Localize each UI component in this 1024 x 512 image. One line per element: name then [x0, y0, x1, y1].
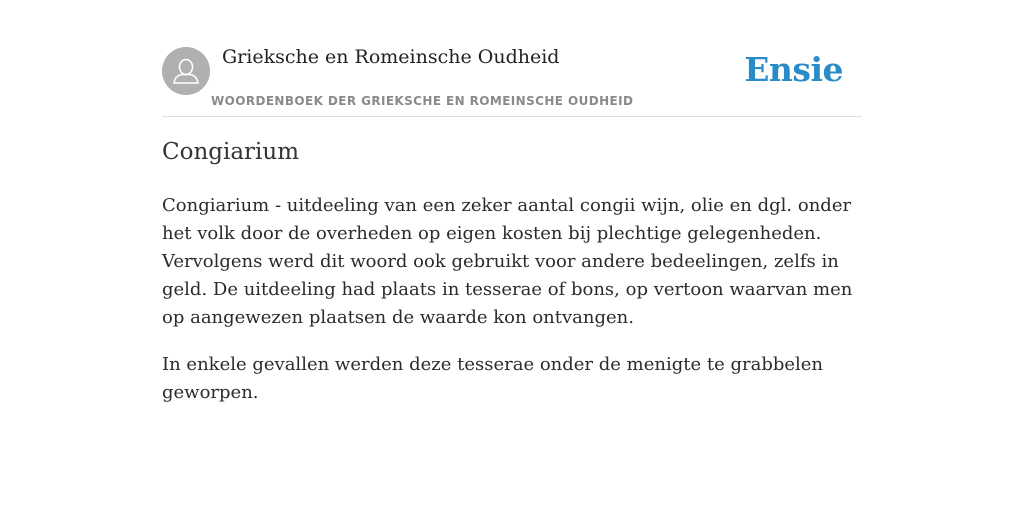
user-icon[interactable] [162, 47, 210, 95]
source-title-link[interactable]: Grieksche en Romeinsche Oudheid [222, 46, 560, 68]
page-header [162, 40, 862, 117]
source-subtitle: WOORDENBOEK DER GRIEKSCHE EN ROMEINSCHE OUDHEID [211, 94, 634, 108]
entry-paragraph: In enkele gevallen werden deze tesserae onder de menigte te grabbelen geworpen. [162, 354, 824, 403]
entry-paragraph: Congiarium - uitdeeling van een zeker aantal congii wijn, olie en dgl. onder het volk door de overheden op eigen kosten bij plechtige gelegenheden. Vervolgens werd dit woord ook gebruikt voor andere bedeelingen, zelfs in geld. De uitdeeling had plaats in tesserae of bons, op vertoon waarvan men op aangewezen plaatsen de waarde kon ontvangen. [162, 195, 853, 328]
ensie-logo[interactable]: Ensie [744, 50, 843, 89]
entry-title: Congiarium [162, 139, 300, 165]
entry-content [162, 192, 862, 426]
